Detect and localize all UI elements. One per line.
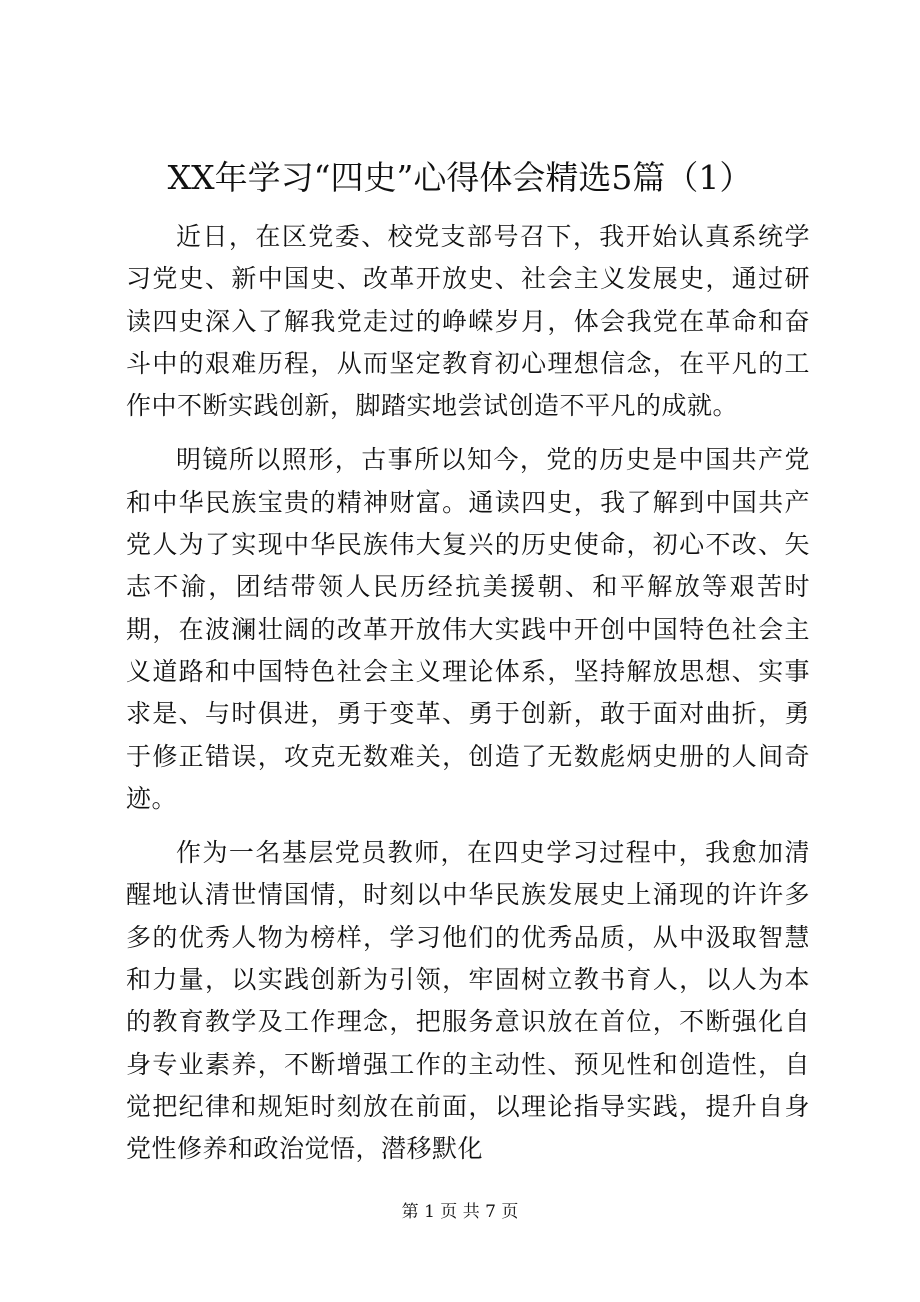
paragraph-2: 明镜所以照形，古事所以知今，党的历史是中国共产党和中华民族宝贵的精神财富。通读四史，我了解到中国共产党人为了实现中华民族伟大复兴的历史使命，初心不改、矢志不渝，团结带领人民历经抗美援朝、和平解放等艰苦时期，在波澜壮阔的改革开放伟大实践中开创中国特色社会主义道路和中国特色社会主义理论体系，坚持解放思想、实事求是、与时俱进，勇于变革、勇于创新，敢于面对曲折，勇于修正错误，攻克无数难关，创造了无数彪炳史册的人间奇迹。	[126, 445, 810, 813]
document-title: XX年学习“四史”心得体会精选5篇（1）	[167, 158, 753, 197]
paragraph-1: 近日，在区党委、校党支部号召下，我开始认真系统学习党史、新中国史、改革开放史、社会主义发展史，通过研读四史深入了解我党走过的峥嵘岁月，体会我党在革命和奋斗中的艰难历程，从而坚定教育初心理想信念，在平凡的工作中不断实践创新，脚踏实地尝试创造不平凡的成就。	[126, 222, 810, 421]
page-footer: 第 1 页 共 7 页	[401, 1202, 519, 1222]
paragraph-3: 作为一名基层党员教师，在四史学习过程中，我愈加清醒地认清世情国情，时刻以中华民族发展史上涌现的许许多多的优秀人物为榜样，学习他们的优秀品质，从中汲取智慧和力量，以实践创新为引领，牢固树立教书育人，以人为本的教育教学及工作理念，把服务意识放在首位，不断强化自身专业素养，不断增强工作的主动性、预见性和创造性，自觉把纪律和规矩时刻放在前面，以理论指导实践，提升自身党性修养和政治觉悟，潜移默化	[126, 838, 810, 1164]
document-body	[126, 216, 810, 1183]
